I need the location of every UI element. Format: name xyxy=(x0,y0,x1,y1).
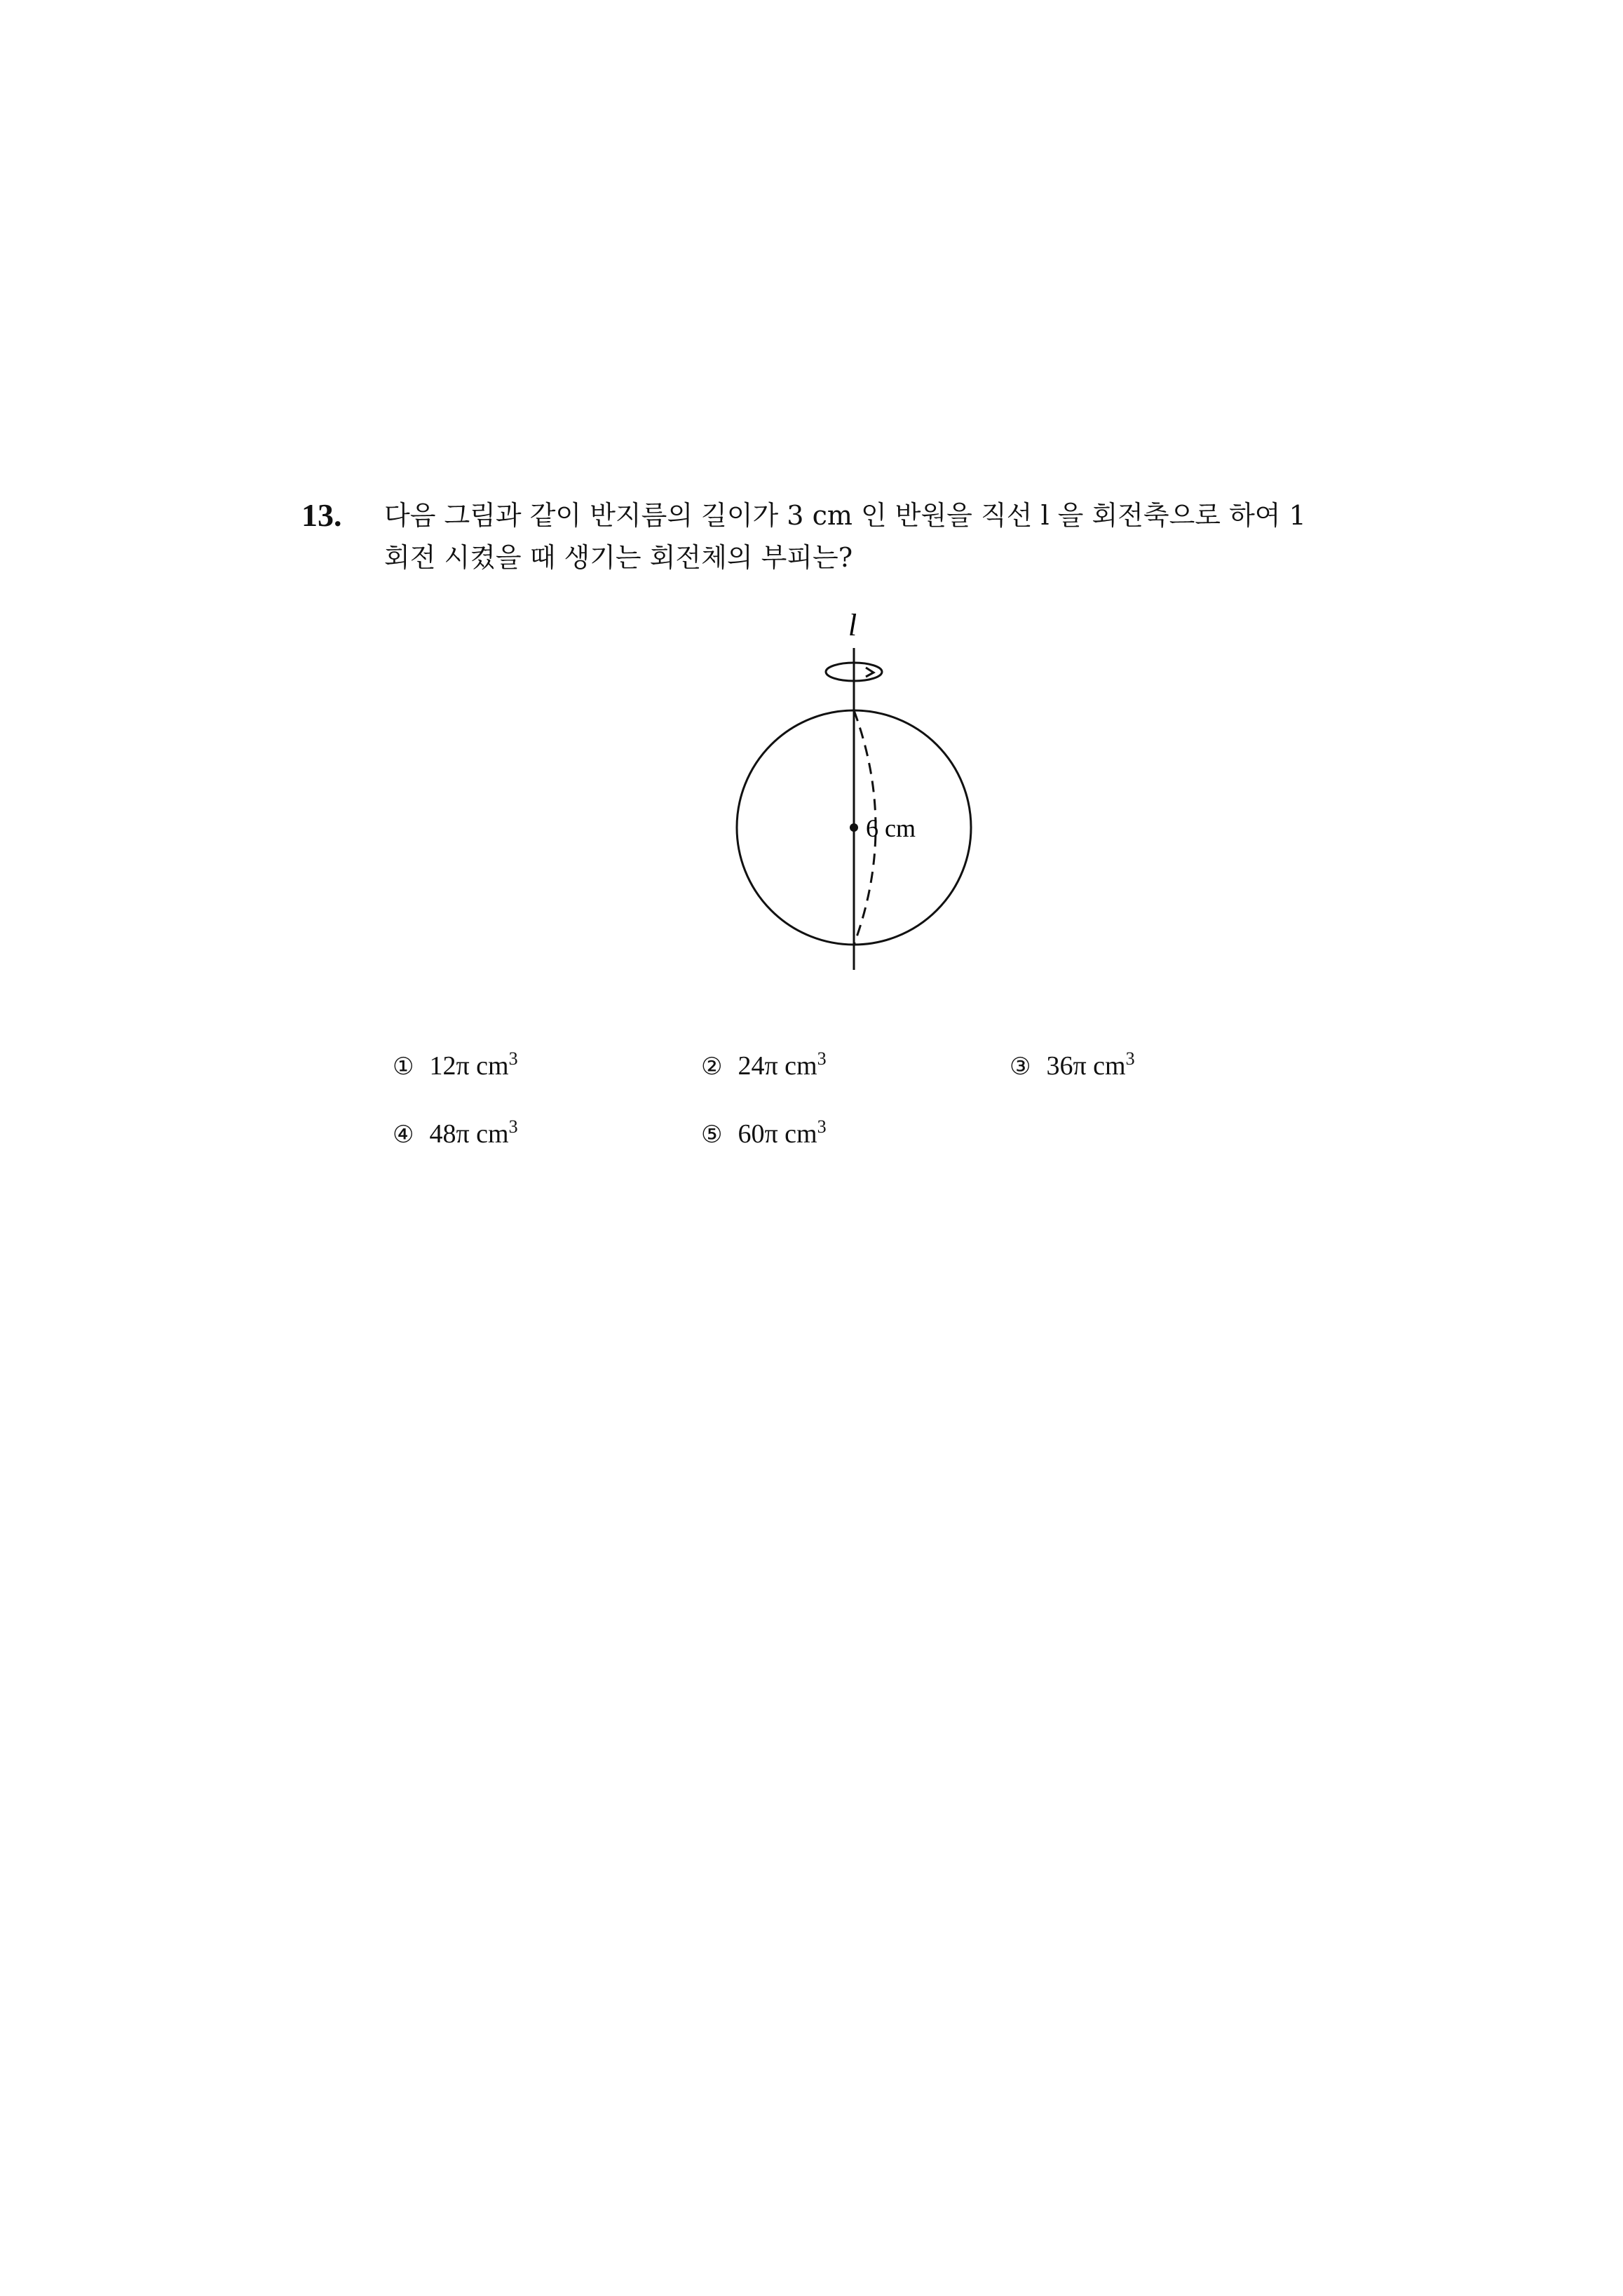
question-text-line-1: 다음 그림과 같이 반지름의 길이가 3 cm 인 반원을 직선 l 을 회전축으로 하여 1 xyxy=(384,500,1306,531)
choice-marker: ⑤ xyxy=(701,1121,723,1149)
question-text-line-2: 회전 시켰을 때 생기는 회전체의 부피는? xyxy=(384,542,853,573)
choice-exponent: 3 xyxy=(508,1048,518,1069)
choice-exponent: 3 xyxy=(817,1116,827,1137)
choice-4[interactable] xyxy=(393,1109,518,1152)
choice-1[interactable] xyxy=(393,1041,518,1084)
axis-label: l xyxy=(848,608,857,642)
choice-marker: ④ xyxy=(393,1121,414,1149)
choice-3[interactable] xyxy=(1010,1041,1135,1084)
choice-exponent: 3 xyxy=(1125,1048,1135,1069)
question-text xyxy=(384,494,1394,579)
rotation-arrowhead xyxy=(866,668,874,677)
choice-marker: ② xyxy=(701,1053,723,1081)
choice-exponent: 3 xyxy=(817,1048,827,1069)
choice-value: 48π cm xyxy=(429,1119,509,1149)
choice-value: 12π cm xyxy=(429,1051,509,1081)
choice-5[interactable] xyxy=(701,1109,827,1152)
choice-2[interactable] xyxy=(701,1041,827,1084)
sphere-diagram xyxy=(715,603,996,982)
diameter-label: 6 cm xyxy=(866,814,916,842)
choice-marker: ① xyxy=(393,1053,414,1081)
center-dot xyxy=(850,823,858,832)
choice-marker: ③ xyxy=(1010,1053,1031,1081)
choice-value: 60π cm xyxy=(738,1119,817,1149)
sphere-figure xyxy=(715,603,996,982)
question-number: 13. xyxy=(301,497,342,533)
choice-value: 36π cm xyxy=(1046,1051,1126,1081)
choice-exponent: 3 xyxy=(508,1116,518,1137)
choice-value: 24π cm xyxy=(738,1051,817,1081)
